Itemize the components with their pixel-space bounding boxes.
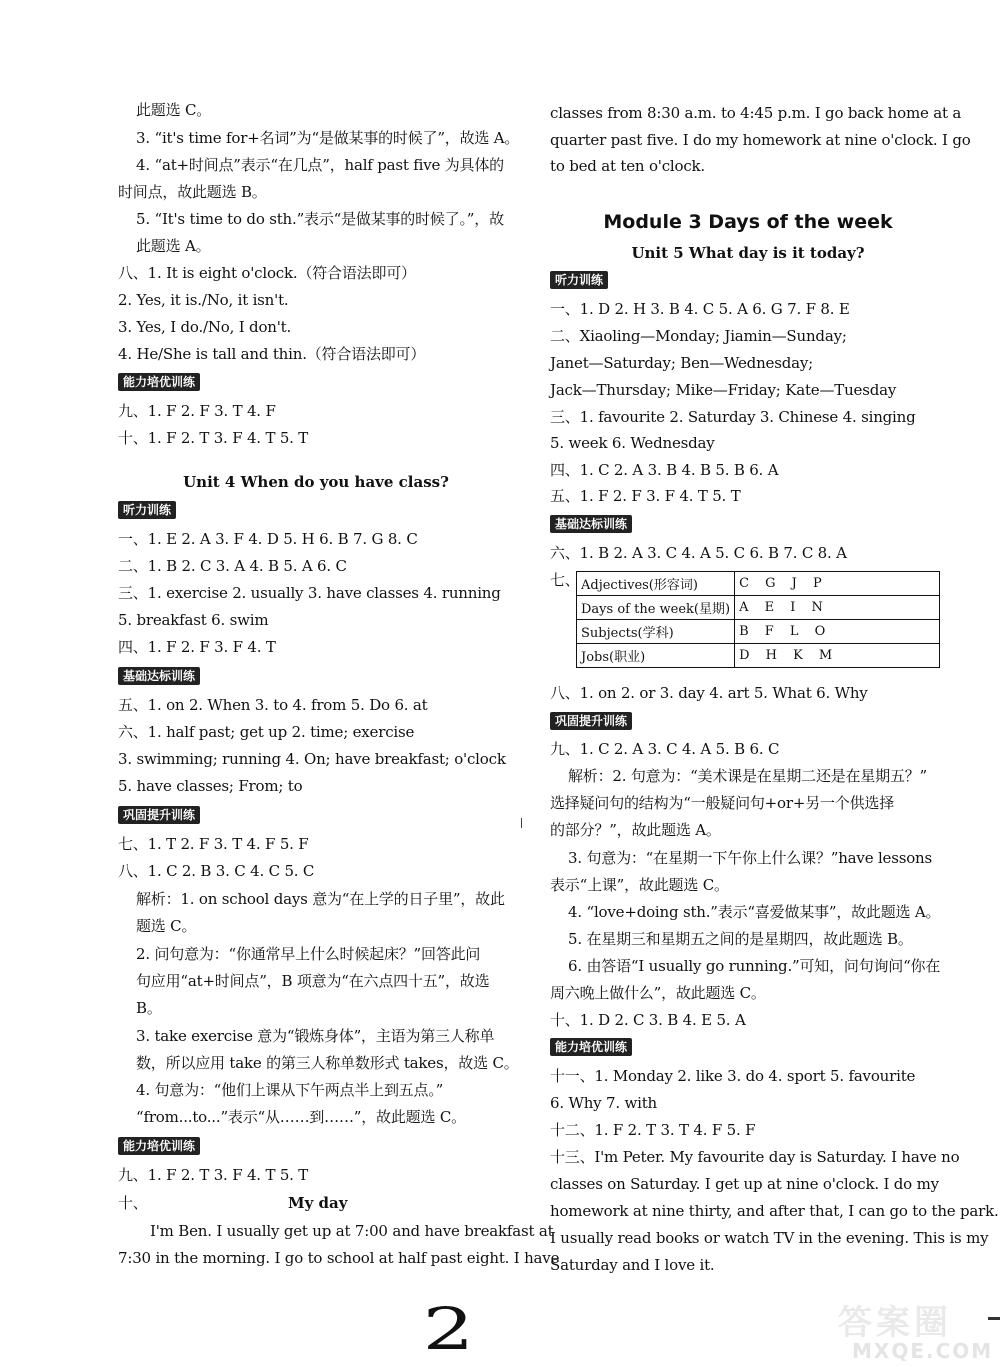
table-cell: Jobs(职业) bbox=[577, 644, 735, 668]
text-line: Saturday and I love it. bbox=[550, 1256, 715, 1274]
text-line: classes on Saturday. I get up at nine o'clock. I do my bbox=[550, 1175, 939, 1193]
text-line: 6. 由答语“I usually go running.”可知，问句询问“你在 bbox=[568, 957, 941, 975]
section-tag: 能力培优训练 bbox=[118, 1137, 200, 1155]
table-row bbox=[577, 644, 940, 668]
text-line: 八、1. on 2. or 3. day 4. art 5. What 6. Why bbox=[550, 684, 868, 702]
watermark bbox=[838, 1295, 998, 1367]
text-line: 4. He/She is tall and thin.（符合语法即可） bbox=[118, 345, 426, 363]
text-line: 八、1. C 2. B 3. C 4. C 5. C bbox=[118, 862, 315, 880]
table-row bbox=[577, 596, 940, 620]
table-cell: Adjectives(形容词) bbox=[577, 572, 735, 596]
text-line: to bed at ten o'clock. bbox=[550, 157, 705, 175]
text-line: 十、1. F 2. T 3. F 4. T 5. T bbox=[118, 429, 309, 447]
text-line: 四、1. F 2. F 3. F 4. T bbox=[118, 638, 276, 656]
essay-title: My day bbox=[288, 1194, 348, 1212]
text-line: 此题选 A。 bbox=[136, 237, 211, 255]
text-line: 数，所以应用 take 的第三人称单数形式 takes，故选 C。 bbox=[136, 1054, 519, 1072]
table-cell: Days of the week(星期) bbox=[577, 596, 735, 620]
text-line: 4. “love+doing sth.”表示“喜爱做某事”，故此题选 A。 bbox=[568, 903, 941, 921]
text-line: 六、1. B 2. A 3. C 4. A 5. C 6. B 7. C 8. A bbox=[550, 544, 847, 562]
section-tag: 听力训练 bbox=[118, 501, 176, 519]
text-line: 4. 句意为：“他们上课从下午两点半上到五点。” bbox=[136, 1081, 444, 1099]
table-row bbox=[577, 620, 940, 644]
edge-mark bbox=[988, 1317, 1000, 1320]
text-line: 十二、1. F 2. T 3. T 4. F 5. F bbox=[550, 1121, 756, 1139]
text-line: 五、1. on 2. When 3. to 4. from 5. Do 6. at bbox=[118, 696, 428, 714]
text-line: 解析：2. 句意为：“美术课是在星期二还是在星期五？” bbox=[568, 767, 928, 785]
text-line: 二、Xiaoling—Monday; Jiamin—Sunday; bbox=[550, 327, 847, 345]
text-line: 八、1. It is eight o'clock.（符合语法即可） bbox=[118, 264, 416, 282]
column-divider bbox=[521, 818, 522, 828]
table-cell: D H K M bbox=[735, 644, 940, 668]
section-tag: 听力训练 bbox=[550, 271, 608, 289]
text-line: 句应用“at+时间点”，B 项意为“在六点四十五”，故选 bbox=[136, 972, 490, 990]
table-cell: Subjects(学科) bbox=[577, 620, 735, 644]
text-line: 十、1. D 2. C 3. B 4. E 5. A bbox=[550, 1011, 746, 1029]
text-line: 九、1. F 2. F 3. T 4. F bbox=[118, 402, 276, 420]
section-tag: 巩固提升训练 bbox=[550, 712, 632, 730]
text-line: 解析：1. on school days 意为“在上学的日子里”，故此 bbox=[136, 890, 505, 908]
section-tag: 能力培优训练 bbox=[550, 1038, 632, 1056]
text-line: 3. “it's time for+名词”为“是做某事的时候了”，故选 A。 bbox=[136, 129, 520, 147]
text-line: I usually read books or watch TV in the evening. This is my bbox=[550, 1229, 989, 1247]
classification-table bbox=[576, 571, 940, 668]
text-line: 5. 在星期三和星期五之间的是星期四，故此题选 B。 bbox=[568, 930, 913, 948]
text-line: 十三、I'm Peter. My favourite day is Saturday. I have no bbox=[550, 1148, 960, 1166]
unit-title: Unit 5 What day is it today? bbox=[631, 244, 865, 262]
text-line: 选择疑问句的结构为“一般疑问句+or+另一个供选择 bbox=[550, 794, 895, 812]
text-line: “from...to...”表示“从……到……”，故此题选 C。 bbox=[136, 1108, 466, 1126]
text-line: I'm Ben. I usually get up at 7:00 and have breakfast at bbox=[150, 1222, 554, 1240]
text-line: Janet—Saturday; Ben—Wednesday; bbox=[550, 354, 813, 372]
text-line: 5. week 6. Wednesday bbox=[550, 434, 715, 452]
text-line: 十一、1. Monday 2. like 3. do 4. sport 5. favourite bbox=[550, 1067, 916, 1085]
text-line: 四、1. C 2. A 3. B 4. B 5. B 6. A bbox=[550, 461, 779, 479]
text-line: 5. breakfast 6. swim bbox=[118, 611, 269, 629]
text-line: 时间点，故此题选 B。 bbox=[118, 183, 267, 201]
text-line: 3. 句意为：“在星期一下午你上什么课？”have lessons bbox=[568, 849, 932, 867]
text-line: 九、1. F 2. T 3. F 4. T 5. T bbox=[118, 1166, 309, 1184]
text-line: 九、1. C 2. A 3. C 4. A 5. B 6. C bbox=[550, 740, 780, 758]
text-line: quarter past five. I do my homework at nine o'clock. I go bbox=[550, 131, 971, 149]
section-tag: 巩固提升训练 bbox=[118, 806, 200, 824]
text-line: 七、 bbox=[550, 571, 580, 589]
unit-title: Unit 4 When do you have class? bbox=[183, 473, 449, 491]
text-line: Jack—Thursday; Mike—Friday; Kate—Tuesday bbox=[550, 381, 897, 399]
text-line: 的部分？”，故此题选 A。 bbox=[550, 821, 721, 839]
section-tag: 基础达标训练 bbox=[118, 667, 200, 685]
text-line: 五、1. F 2. F 3. F 4. T 5. T bbox=[550, 487, 741, 505]
text-line: 周六晚上做什么”，故此题选 C。 bbox=[550, 984, 766, 1002]
text-line: 3. swimming; running 4. On; have breakfast; o'clock bbox=[118, 750, 506, 768]
text-line: 此题选 C。 bbox=[136, 101, 212, 119]
text-line: 7:30 in the morning. I go to school at half past eight. I have bbox=[118, 1249, 560, 1267]
watermark-logo: 答案圈 bbox=[838, 1303, 952, 1343]
text-line: 三、1. exercise 2. usually 3. have classes 4. running bbox=[118, 584, 501, 602]
text-line: 3. Yes, I do./No, I don't. bbox=[118, 318, 292, 336]
text-line: homework at nine thirty, and after that, I can go to the park. bbox=[550, 1202, 999, 1220]
text-line: 5. have classes; From; to bbox=[118, 777, 303, 795]
text-line: 六、1. half past; get up 2. time; exercise bbox=[118, 723, 415, 741]
text-line: 二、1. B 2. C 3. A 4. B 5. A 6. C bbox=[118, 557, 347, 575]
module-title: Module 3 Days of the week bbox=[603, 211, 893, 233]
text-line: 3. take exercise 意为“锻炼身体”，主语为第三人称单 bbox=[136, 1027, 495, 1045]
section-tag: 能力培优训练 bbox=[118, 373, 200, 391]
text-line: 5. “It's time to do sth.”表示“是做某事的时候了。”，故 bbox=[136, 210, 504, 228]
text-line: 三、1. favourite 2. Saturday 3. Chinese 4. singing bbox=[550, 408, 916, 426]
text-line: 6. Why 7. with bbox=[550, 1094, 658, 1112]
section-tag: 基础达标训练 bbox=[550, 515, 632, 533]
text-line: 题选 C。 bbox=[136, 917, 197, 935]
table-row bbox=[577, 572, 940, 596]
text-line: 2. 问句意为：“你通常早上什么时候起床？”回答此问 bbox=[136, 945, 481, 963]
text-line: 表示“上课”，故此题选 C。 bbox=[550, 876, 729, 894]
watermark-url: MXQE.COM bbox=[852, 1339, 994, 1363]
text-line: 七、1. T 2. F 3. T 4. F 5. F bbox=[118, 835, 309, 853]
table-cell: C G J P bbox=[735, 572, 940, 596]
page-number: 2 bbox=[422, 1295, 475, 1363]
text-line: 一、1. E 2. A 3. F 4. D 5. H 6. B 7. G 8. C bbox=[118, 530, 418, 548]
text-line: 一、1. D 2. H 3. B 4. C 5. A 6. G 7. F 8. E bbox=[550, 300, 850, 318]
text-line: 2. Yes, it is./No, it isn't. bbox=[118, 291, 289, 309]
text-line: 4. “at+时间点”表示“在几点”，half past five 为具体的 bbox=[136, 156, 504, 174]
table-cell: A E I N bbox=[735, 596, 940, 620]
text-line: 十、 bbox=[118, 1194, 148, 1212]
table-cell: B F L O bbox=[735, 620, 940, 644]
text-line: classes from 8:30 a.m. to 4:45 p.m. I go back home at a bbox=[550, 104, 962, 122]
text-line: B。 bbox=[136, 999, 162, 1017]
